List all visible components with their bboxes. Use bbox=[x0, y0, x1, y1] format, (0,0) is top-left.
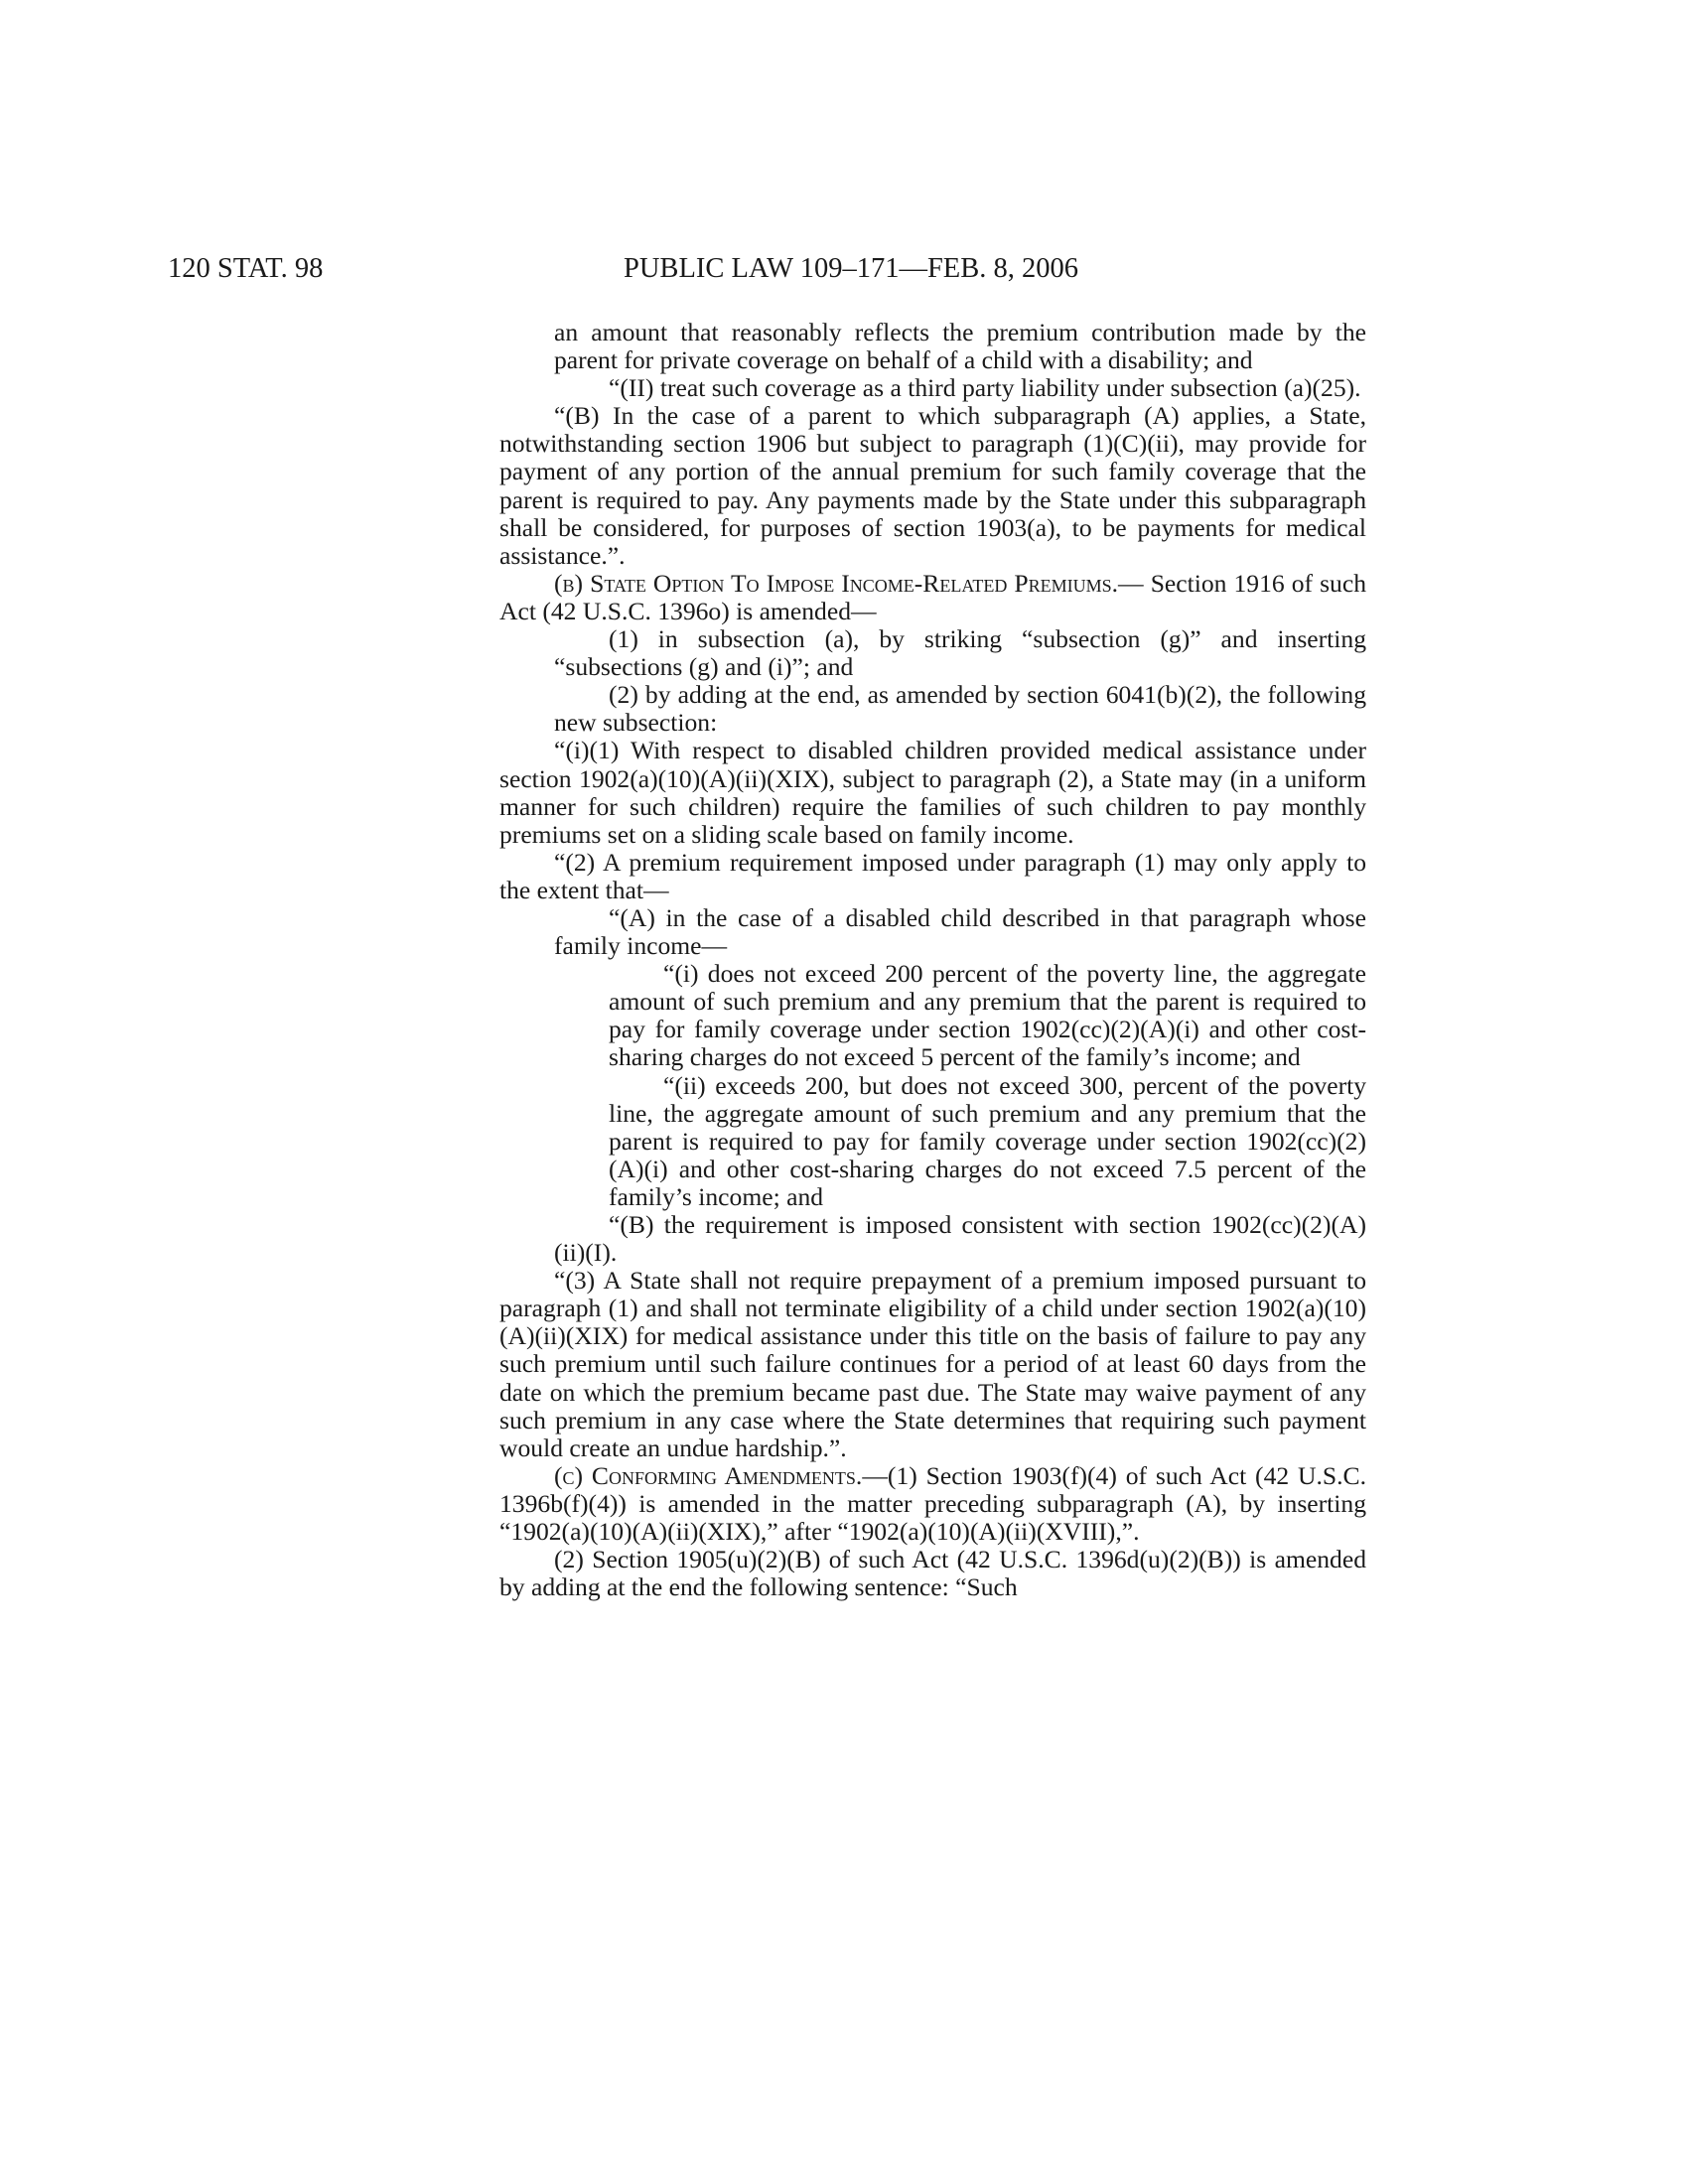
paragraph-subsection-i-1: “(i)(1) With respect to disabled children provided medical assistance under section 1902(a)(10)(A)(ii)(XIX), subject to paragraph (2), a State may (in a uniform manner for such children) require the families of such children to pay monthly premiums set on a sliding scale based on family income. bbox=[499, 736, 1366, 849]
section-c-text: (1) Section 1903(f)(4) of such Act (42 U.S.C. 1396b(f)(4)) is amended in the matter preceding subparagraph (A), by inserting “1902(a)(10)(A)(ii)(XIX),” after “1902(a)(10)(A)(ii)(XVIII),”. bbox=[499, 1460, 1367, 1547]
paragraph-premium-contribution: an amount that reasonably reflects the premium contribution made by the parent for private coverage on behalf of a child with a disability; and bbox=[554, 318, 1366, 375]
paragraph-section-c-2: (2) Section 1905(u)(2)(B) of such Act (42 U.S.C. 1396d(u)(2)(B)) is amended by adding at the end the following sentence: “Such bbox=[499, 1545, 1366, 1602]
paragraph-section-c bbox=[499, 1462, 1366, 1546]
public-law-title: PUBLIC LAW 109–171—FEB. 8, 2006 bbox=[624, 253, 1078, 284]
section-b-text: Section 1916 of such Act (42 U.S.C. 1396o) is amended— bbox=[499, 568, 1367, 625]
paragraph-item-2: (2) by adding at the end, as amended by section 6041(b)(2), the following new subsection: bbox=[554, 680, 1366, 738]
statute-page-number: 120 STAT. 98 bbox=[168, 253, 324, 284]
paragraph-subparagraph-B: “(B) In the case of a parent to which subparagraph (A) applies, a State, notwithstanding section 1906 but subject to paragraph (1)(C)(ii), may provide for payment of any portion of the annual premium for such family coverage that the parent is required to pay. Any payments made by the State under this subparagraph shall be considered, for purposes of section 1903(a), to be payments for medical assistance.”. bbox=[499, 401, 1366, 570]
page-header bbox=[0, 253, 1688, 289]
paragraph-clause-i: “(i) does not exceed 200 percent of the poverty line, the aggregate amount of such premium and any premium that the parent is required to pay for family coverage under section 1902(cc)(2)(A)(i) and other cost-sharing charges do not exceed 5 percent of the family’s income; and bbox=[609, 959, 1366, 1072]
paragraph-item-1: (1) in subsection (a), by striking “subsection (g)” and inserting “subsections (g) and (i)”; and bbox=[554, 624, 1366, 682]
document-body bbox=[499, 319, 1366, 1601]
paragraph-subparagraph-B-requirement: “(B) the requirement is imposed consistent with section 1902(cc)(2)(A)(ii)(I). bbox=[554, 1210, 1366, 1268]
paragraph-clause-ii: “(ii) exceeds 200, but does not exceed 300, percent of the poverty line, the aggregate amount of such premium and any premium that the parent is required to pay for family coverage under section 1902(cc)(2)(A)(i) and other cost-sharing charges do not exceed 7.5 percent of the family’s income; and bbox=[609, 1070, 1366, 1211]
paragraph-subsection-i-2: “(2) A premium requirement imposed under paragraph (1) may only apply to the extent that— bbox=[499, 847, 1366, 904]
section-c-heading: (c) Conforming Amendments.— bbox=[554, 1460, 888, 1490]
paragraph-section-b bbox=[499, 570, 1366, 625]
paragraph-subsection-i-3: “(3) A State shall not require prepayment of a premium imposed pursuant to paragraph (1) and shall not terminate eligibility of a child under section 1902(a)(10)(A)(ii)(XIX) for medical assistance under this title on the basis of failure to pay any such premium until such failure continues for a period of at least 60 days from the date on which the premium became past due. The State may waive payment of any such premium in any case where the State determines that requiring such payment would create an undue hardship.”. bbox=[499, 1266, 1366, 1462]
paragraph-clause-II: “(II) treat such coverage as a third party liability under subsection (a)(25). bbox=[609, 373, 1361, 403]
paragraph-subparagraph-A: “(A) in the case of a disabled child described in that paragraph whose family income— bbox=[554, 902, 1366, 961]
section-b-heading: (b) State Option To Impose Income-Related Premiums.— bbox=[554, 568, 1144, 598]
